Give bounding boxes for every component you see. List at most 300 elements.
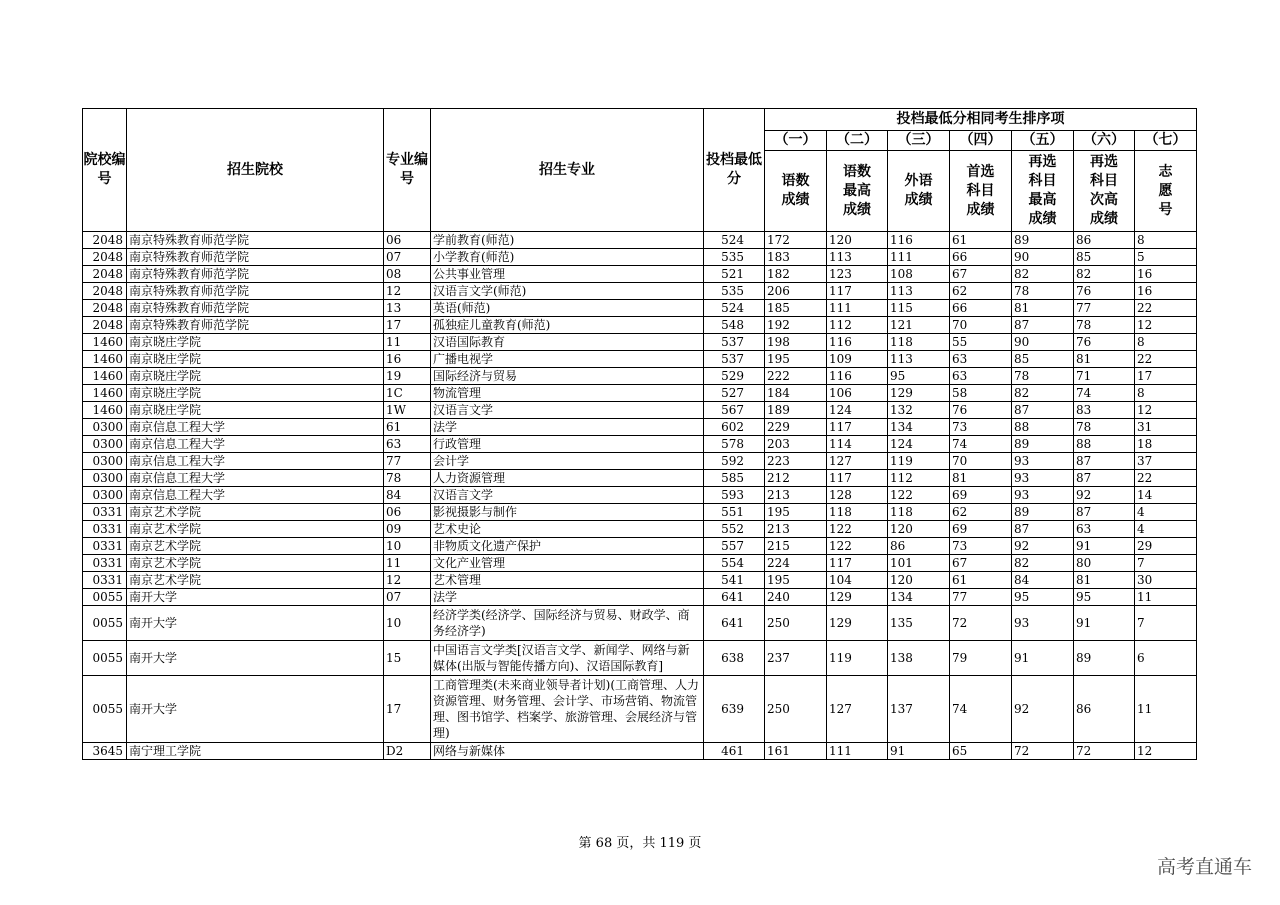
cell-preference-number: 8 [1135, 385, 1197, 402]
cell-major-name: 行政管理 [431, 436, 704, 453]
table-row [83, 385, 1197, 402]
cell-chinese-math-max: 117 [827, 283, 888, 300]
cell-foreign-language-score: 118 [888, 334, 950, 351]
cell-elective-second-score: 81 [1074, 351, 1135, 368]
table-row [83, 351, 1197, 368]
header-order-7: （七） [1135, 131, 1197, 151]
table-row [83, 676, 1197, 743]
cell-major-code: 17 [384, 317, 431, 334]
table-row [83, 470, 1197, 487]
cell-school-code: 0055 [83, 641, 127, 676]
cell-chinese-math-max: 123 [827, 266, 888, 283]
cell-elective-max-score: 84 [1012, 572, 1074, 589]
cell-elective-max-score: 89 [1012, 232, 1074, 249]
table-row [83, 436, 1197, 453]
cell-school-code: 0300 [83, 453, 127, 470]
cell-elective-second-score: 71 [1074, 368, 1135, 385]
cell-school-name: 南京艺术学院 [127, 538, 384, 555]
cell-foreign-language-score: 134 [888, 419, 950, 436]
cell-min-score: 641 [704, 606, 765, 641]
cell-min-score: 552 [704, 521, 765, 538]
cell-min-score: 578 [704, 436, 765, 453]
table-row [83, 249, 1197, 266]
cell-first-subject-score: 62 [950, 283, 1012, 300]
cell-major-name: 公共事业管理 [431, 266, 704, 283]
cell-foreign-language-score: 91 [888, 743, 950, 760]
cell-min-score: 529 [704, 368, 765, 385]
cell-chinese-math-score: 213 [765, 521, 827, 538]
cell-chinese-math-score: 184 [765, 385, 827, 402]
cell-preference-number: 22 [1135, 351, 1197, 368]
cell-first-subject-score: 70 [950, 317, 1012, 334]
table-row [83, 232, 1197, 249]
table-row [83, 402, 1197, 419]
cell-major-code: 13 [384, 300, 431, 317]
cell-chinese-math-max: 119 [827, 641, 888, 676]
cell-min-score: 537 [704, 351, 765, 368]
cell-school-name: 南京特殊教育师范学院 [127, 300, 384, 317]
cell-preference-number: 22 [1135, 300, 1197, 317]
cell-elective-max-score: 90 [1012, 249, 1074, 266]
cell-school-name: 南京特殊教育师范学院 [127, 283, 384, 300]
cell-major-code: 12 [384, 572, 431, 589]
cell-first-subject-score: 62 [950, 504, 1012, 521]
cell-major-name: 广播电视学 [431, 351, 704, 368]
cell-chinese-math-max: 117 [827, 555, 888, 572]
admission-table-container [82, 108, 1196, 760]
cell-school-code: 0300 [83, 419, 127, 436]
cell-foreign-language-score: 115 [888, 300, 950, 317]
cell-elective-second-score: 85 [1074, 249, 1135, 266]
cell-elective-second-score: 74 [1074, 385, 1135, 402]
cell-major-code: 17 [384, 676, 431, 743]
cell-school-code: 3645 [83, 743, 127, 760]
cell-school-name: 南京晓庄学院 [127, 334, 384, 351]
cell-min-score: 567 [704, 402, 765, 419]
cell-major-name: 中国语言文学类[汉语言文学、新闻学、网络与新媒体(出版与智能传播方向)、汉语国际教育] [431, 641, 704, 676]
cell-major-name: 经济学类(经济学、国际经济与贸易、财政学、商务经济学) [431, 606, 704, 641]
cell-min-score: 535 [704, 249, 765, 266]
cell-preference-number: 7 [1135, 555, 1197, 572]
cell-first-subject-score: 63 [950, 351, 1012, 368]
cell-school-name: 南京晓庄学院 [127, 351, 384, 368]
cell-elective-max-score: 78 [1012, 368, 1074, 385]
cell-school-name: 南开大学 [127, 589, 384, 606]
table-row [83, 283, 1197, 300]
header-tie-break-group: 投档最低分相同考生排序项 [765, 109, 1197, 131]
cell-school-name: 南京晓庄学院 [127, 368, 384, 385]
cell-min-score: 585 [704, 470, 765, 487]
cell-major-name: 法学 [431, 589, 704, 606]
cell-elective-second-score: 87 [1074, 453, 1135, 470]
cell-preference-number: 12 [1135, 317, 1197, 334]
cell-chinese-math-score: 182 [765, 266, 827, 283]
cell-major-name: 会计学 [431, 453, 704, 470]
cell-major-name: 艺术史论 [431, 521, 704, 538]
cell-chinese-math-max: 106 [827, 385, 888, 402]
cell-chinese-math-max: 128 [827, 487, 888, 504]
cell-elective-second-score: 92 [1074, 487, 1135, 504]
cell-major-code: 09 [384, 521, 431, 538]
cell-elective-max-score: 85 [1012, 351, 1074, 368]
cell-chinese-math-score: 215 [765, 538, 827, 555]
cell-chinese-math-max: 117 [827, 419, 888, 436]
cell-elective-max-score: 93 [1012, 487, 1074, 504]
cell-school-name: 南京信息工程大学 [127, 487, 384, 504]
header-min-score: 投档最低分 [704, 109, 765, 232]
cell-chinese-math-score: 213 [765, 487, 827, 504]
cell-chinese-math-max: 120 [827, 232, 888, 249]
cell-preference-number: 4 [1135, 521, 1197, 538]
cell-school-name: 南开大学 [127, 606, 384, 641]
cell-first-subject-score: 74 [950, 436, 1012, 453]
cell-major-code: 15 [384, 641, 431, 676]
cell-preference-number: 17 [1135, 368, 1197, 385]
cell-major-name: 汉语言文学 [431, 487, 704, 504]
cell-foreign-language-score: 101 [888, 555, 950, 572]
cell-min-score: 638 [704, 641, 765, 676]
watermark-logo-text: 高考直通车 [1156, 856, 1252, 878]
cell-min-score: 524 [704, 300, 765, 317]
cell-major-name: 网络与新媒体 [431, 743, 704, 760]
header-chinese-math-max: 语数最高成绩 [827, 151, 888, 232]
table-row [83, 300, 1197, 317]
cell-school-code: 0055 [83, 606, 127, 641]
cell-major-name: 物流管理 [431, 385, 704, 402]
cell-major-name: 影视摄影与制作 [431, 504, 704, 521]
cell-major-name: 英语(师范) [431, 300, 704, 317]
cell-elective-max-score: 93 [1012, 606, 1074, 641]
cell-elective-second-score: 83 [1074, 402, 1135, 419]
cell-elective-second-score: 87 [1074, 470, 1135, 487]
cell-chinese-math-score: 195 [765, 504, 827, 521]
cell-min-score: 641 [704, 589, 765, 606]
table-row [83, 521, 1197, 538]
cell-min-score: 602 [704, 419, 765, 436]
cell-elective-second-score: 88 [1074, 436, 1135, 453]
cell-chinese-math-score: 250 [765, 606, 827, 641]
cell-elective-max-score: 82 [1012, 555, 1074, 572]
cell-chinese-math-score: 203 [765, 436, 827, 453]
cell-school-name: 南京艺术学院 [127, 504, 384, 521]
cell-school-code: 0300 [83, 436, 127, 453]
cell-elective-second-score: 95 [1074, 589, 1135, 606]
cell-elective-second-score: 86 [1074, 676, 1135, 743]
cell-min-score: 593 [704, 487, 765, 504]
cell-min-score: 548 [704, 317, 765, 334]
cell-elective-max-score: 92 [1012, 538, 1074, 555]
cell-major-code: 06 [384, 504, 431, 521]
cell-first-subject-score: 67 [950, 555, 1012, 572]
cell-chinese-math-score: 161 [765, 743, 827, 760]
cell-major-name: 国际经济与贸易 [431, 368, 704, 385]
cell-school-code: 2048 [83, 266, 127, 283]
cell-foreign-language-score: 112 [888, 470, 950, 487]
cell-preference-number: 14 [1135, 487, 1197, 504]
cell-chinese-math-score: 222 [765, 368, 827, 385]
cell-chinese-math-max: 127 [827, 676, 888, 743]
cell-school-name: 南京特殊教育师范学院 [127, 249, 384, 266]
cell-elective-second-score: 78 [1074, 317, 1135, 334]
cell-elective-max-score: 72 [1012, 743, 1074, 760]
cell-preference-number: 12 [1135, 402, 1197, 419]
cell-major-code: 08 [384, 266, 431, 283]
cell-chinese-math-max: 114 [827, 436, 888, 453]
table-row [83, 572, 1197, 589]
cell-chinese-math-score: 206 [765, 283, 827, 300]
cell-chinese-math-score: 189 [765, 402, 827, 419]
cell-elective-second-score: 91 [1074, 606, 1135, 641]
cell-min-score: 592 [704, 453, 765, 470]
cell-first-subject-score: 73 [950, 538, 1012, 555]
cell-elective-second-score: 77 [1074, 300, 1135, 317]
cell-foreign-language-score: 118 [888, 504, 950, 521]
table-row [83, 641, 1197, 676]
cell-first-subject-score: 55 [950, 334, 1012, 351]
cell-min-score: 537 [704, 334, 765, 351]
cell-school-code: 0055 [83, 676, 127, 743]
cell-preference-number: 11 [1135, 589, 1197, 606]
cell-first-subject-score: 58 [950, 385, 1012, 402]
cell-first-subject-score: 66 [950, 249, 1012, 266]
cell-preference-number: 30 [1135, 572, 1197, 589]
cell-foreign-language-score: 137 [888, 676, 950, 743]
cell-major-name: 艺术管理 [431, 572, 704, 589]
cell-foreign-language-score: 132 [888, 402, 950, 419]
cell-elective-second-score: 82 [1074, 266, 1135, 283]
cell-elective-second-score: 76 [1074, 283, 1135, 300]
cell-chinese-math-score: 240 [765, 589, 827, 606]
cell-major-code: 06 [384, 232, 431, 249]
cell-major-name: 汉语言文学(师范) [431, 283, 704, 300]
table-row [83, 743, 1197, 760]
cell-foreign-language-score: 122 [888, 487, 950, 504]
header-order-5: （五） [1012, 131, 1074, 151]
cell-chinese-math-max: 124 [827, 402, 888, 419]
cell-school-name: 南开大学 [127, 676, 384, 743]
cell-school-name: 南京艺术学院 [127, 572, 384, 589]
header-order-3: （三） [888, 131, 950, 151]
cell-major-name: 非物质文化遗产保护 [431, 538, 704, 555]
cell-first-subject-score: 63 [950, 368, 1012, 385]
cell-foreign-language-score: 120 [888, 572, 950, 589]
header-order-4: （四） [950, 131, 1012, 151]
cell-elective-second-score: 89 [1074, 641, 1135, 676]
cell-school-code: 2048 [83, 300, 127, 317]
cell-school-name: 南京特殊教育师范学院 [127, 232, 384, 249]
cell-elective-max-score: 93 [1012, 470, 1074, 487]
cell-foreign-language-score: 124 [888, 436, 950, 453]
header-school-code: 院校编号 [83, 109, 127, 232]
cell-elective-second-score: 81 [1074, 572, 1135, 589]
cell-major-code: 10 [384, 538, 431, 555]
cell-chinese-math-max: 117 [827, 470, 888, 487]
cell-elective-max-score: 89 [1012, 504, 1074, 521]
cell-major-code: 78 [384, 470, 431, 487]
cell-min-score: 535 [704, 283, 765, 300]
cell-school-name: 南京信息工程大学 [127, 453, 384, 470]
cell-min-score: 541 [704, 572, 765, 589]
cell-elective-second-score: 63 [1074, 521, 1135, 538]
cell-foreign-language-score: 108 [888, 266, 950, 283]
cell-chinese-math-score: 237 [765, 641, 827, 676]
cell-major-name: 文化产业管理 [431, 555, 704, 572]
cell-major-name: 汉语言文学 [431, 402, 704, 419]
header-order-1: （一） [765, 131, 827, 151]
cell-chinese-math-score: 212 [765, 470, 827, 487]
table-row [83, 606, 1197, 641]
cell-min-score: 551 [704, 504, 765, 521]
cell-min-score: 639 [704, 676, 765, 743]
cell-foreign-language-score: 113 [888, 283, 950, 300]
cell-elective-second-score: 86 [1074, 232, 1135, 249]
cell-chinese-math-score: 195 [765, 572, 827, 589]
cell-major-code: 1W [384, 402, 431, 419]
cell-elective-second-score: 78 [1074, 419, 1135, 436]
cell-major-code: 07 [384, 589, 431, 606]
table-row [83, 538, 1197, 555]
cell-major-code: 19 [384, 368, 431, 385]
cell-chinese-math-score: 192 [765, 317, 827, 334]
header-order-6: （六） [1074, 131, 1135, 151]
header-order-2: （二） [827, 131, 888, 151]
cell-chinese-math-score: 250 [765, 676, 827, 743]
cell-major-code: 84 [384, 487, 431, 504]
header-major-code: 专业编号 [384, 109, 431, 232]
table-row [83, 487, 1197, 504]
cell-first-subject-score: 72 [950, 606, 1012, 641]
cell-chinese-math-max: 122 [827, 538, 888, 555]
cell-preference-number: 29 [1135, 538, 1197, 555]
cell-school-name: 南京信息工程大学 [127, 436, 384, 453]
cell-foreign-language-score: 95 [888, 368, 950, 385]
cell-school-code: 0055 [83, 589, 127, 606]
cell-foreign-language-score: 129 [888, 385, 950, 402]
cell-preference-number: 31 [1135, 419, 1197, 436]
cell-first-subject-score: 69 [950, 521, 1012, 538]
cell-foreign-language-score: 138 [888, 641, 950, 676]
table-row [83, 368, 1197, 385]
cell-min-score: 461 [704, 743, 765, 760]
cell-elective-max-score: 82 [1012, 266, 1074, 283]
cell-first-subject-score: 73 [950, 419, 1012, 436]
cell-school-code: 1460 [83, 351, 127, 368]
cell-major-code: 63 [384, 436, 431, 453]
cell-first-subject-score: 70 [950, 453, 1012, 470]
cell-foreign-language-score: 111 [888, 249, 950, 266]
cell-school-name: 南京晓庄学院 [127, 402, 384, 419]
cell-first-subject-score: 74 [950, 676, 1012, 743]
cell-chinese-math-max: 116 [827, 368, 888, 385]
cell-elective-max-score: 95 [1012, 589, 1074, 606]
cell-chinese-math-max: 113 [827, 249, 888, 266]
cell-first-subject-score: 61 [950, 232, 1012, 249]
cell-school-code: 0300 [83, 470, 127, 487]
cell-major-code: 07 [384, 249, 431, 266]
cell-chinese-math-score: 229 [765, 419, 827, 436]
cell-school-code: 0331 [83, 555, 127, 572]
cell-first-subject-score: 67 [950, 266, 1012, 283]
cell-elective-max-score: 82 [1012, 385, 1074, 402]
cell-foreign-language-score: 135 [888, 606, 950, 641]
cell-foreign-language-score: 113 [888, 351, 950, 368]
cell-school-name: 南京晓庄学院 [127, 385, 384, 402]
cell-chinese-math-score: 195 [765, 351, 827, 368]
cell-elective-second-score: 87 [1074, 504, 1135, 521]
cell-elective-second-score: 76 [1074, 334, 1135, 351]
cell-min-score: 554 [704, 555, 765, 572]
table-body [83, 232, 1197, 760]
cell-chinese-math-score: 185 [765, 300, 827, 317]
cell-elective-max-score: 90 [1012, 334, 1074, 351]
cell-chinese-math-max: 129 [827, 606, 888, 641]
cell-major-code: 12 [384, 283, 431, 300]
cell-foreign-language-score: 121 [888, 317, 950, 334]
cell-first-subject-score: 69 [950, 487, 1012, 504]
cell-school-code: 1460 [83, 385, 127, 402]
cell-major-code: 10 [384, 606, 431, 641]
cell-major-code: 11 [384, 555, 431, 572]
cell-chinese-math-max: 109 [827, 351, 888, 368]
cell-min-score: 527 [704, 385, 765, 402]
cell-chinese-math-max: 116 [827, 334, 888, 351]
cell-first-subject-score: 79 [950, 641, 1012, 676]
cell-major-code: 16 [384, 351, 431, 368]
cell-first-subject-score: 61 [950, 572, 1012, 589]
table-row [83, 504, 1197, 521]
header-foreign-language: 外语成绩 [888, 151, 950, 232]
cell-first-subject-score: 76 [950, 402, 1012, 419]
cell-elective-max-score: 87 [1012, 521, 1074, 538]
cell-school-code: 2048 [83, 232, 127, 249]
cell-major-code: 61 [384, 419, 431, 436]
cell-foreign-language-score: 86 [888, 538, 950, 555]
header-elective-second: 再选科目次高成绩 [1074, 151, 1135, 232]
cell-foreign-language-score: 116 [888, 232, 950, 249]
cell-elective-max-score: 87 [1012, 402, 1074, 419]
header-elective-max: 再选科目最高成绩 [1012, 151, 1074, 232]
cell-foreign-language-score: 120 [888, 521, 950, 538]
cell-major-name: 学前教育(师范) [431, 232, 704, 249]
cell-chinese-math-score: 198 [765, 334, 827, 351]
cell-school-name: 南京艺术学院 [127, 555, 384, 572]
cell-foreign-language-score: 119 [888, 453, 950, 470]
cell-elective-max-score: 92 [1012, 676, 1074, 743]
cell-preference-number: 18 [1135, 436, 1197, 453]
header-first-subject: 首选科目成绩 [950, 151, 1012, 232]
cell-first-subject-score: 65 [950, 743, 1012, 760]
cell-school-name: 南开大学 [127, 641, 384, 676]
cell-major-code: 11 [384, 334, 431, 351]
cell-school-name: 南京特殊教育师范学院 [127, 266, 384, 283]
cell-school-code: 0331 [83, 521, 127, 538]
cell-min-score: 524 [704, 232, 765, 249]
cell-chinese-math-score: 223 [765, 453, 827, 470]
cell-major-name: 工商管理类(未来商业领导者计划)(工商管理、人力资源管理、财务管理、会计学、市场营销、物流管理、图书馆学、档案学、旅游管理、会展经济与管理) [431, 676, 704, 743]
cell-elective-max-score: 78 [1012, 283, 1074, 300]
admission-score-table [82, 108, 1197, 760]
cell-chinese-math-max: 112 [827, 317, 888, 334]
table-row [83, 453, 1197, 470]
cell-major-name: 孤独症儿童教育(师范) [431, 317, 704, 334]
table-row [83, 266, 1197, 283]
cell-preference-number: 4 [1135, 504, 1197, 521]
cell-major-name: 人力资源管理 [431, 470, 704, 487]
cell-school-name: 南京特殊教育师范学院 [127, 317, 384, 334]
cell-chinese-math-max: 111 [827, 300, 888, 317]
cell-first-subject-score: 81 [950, 470, 1012, 487]
cell-major-name: 法学 [431, 419, 704, 436]
